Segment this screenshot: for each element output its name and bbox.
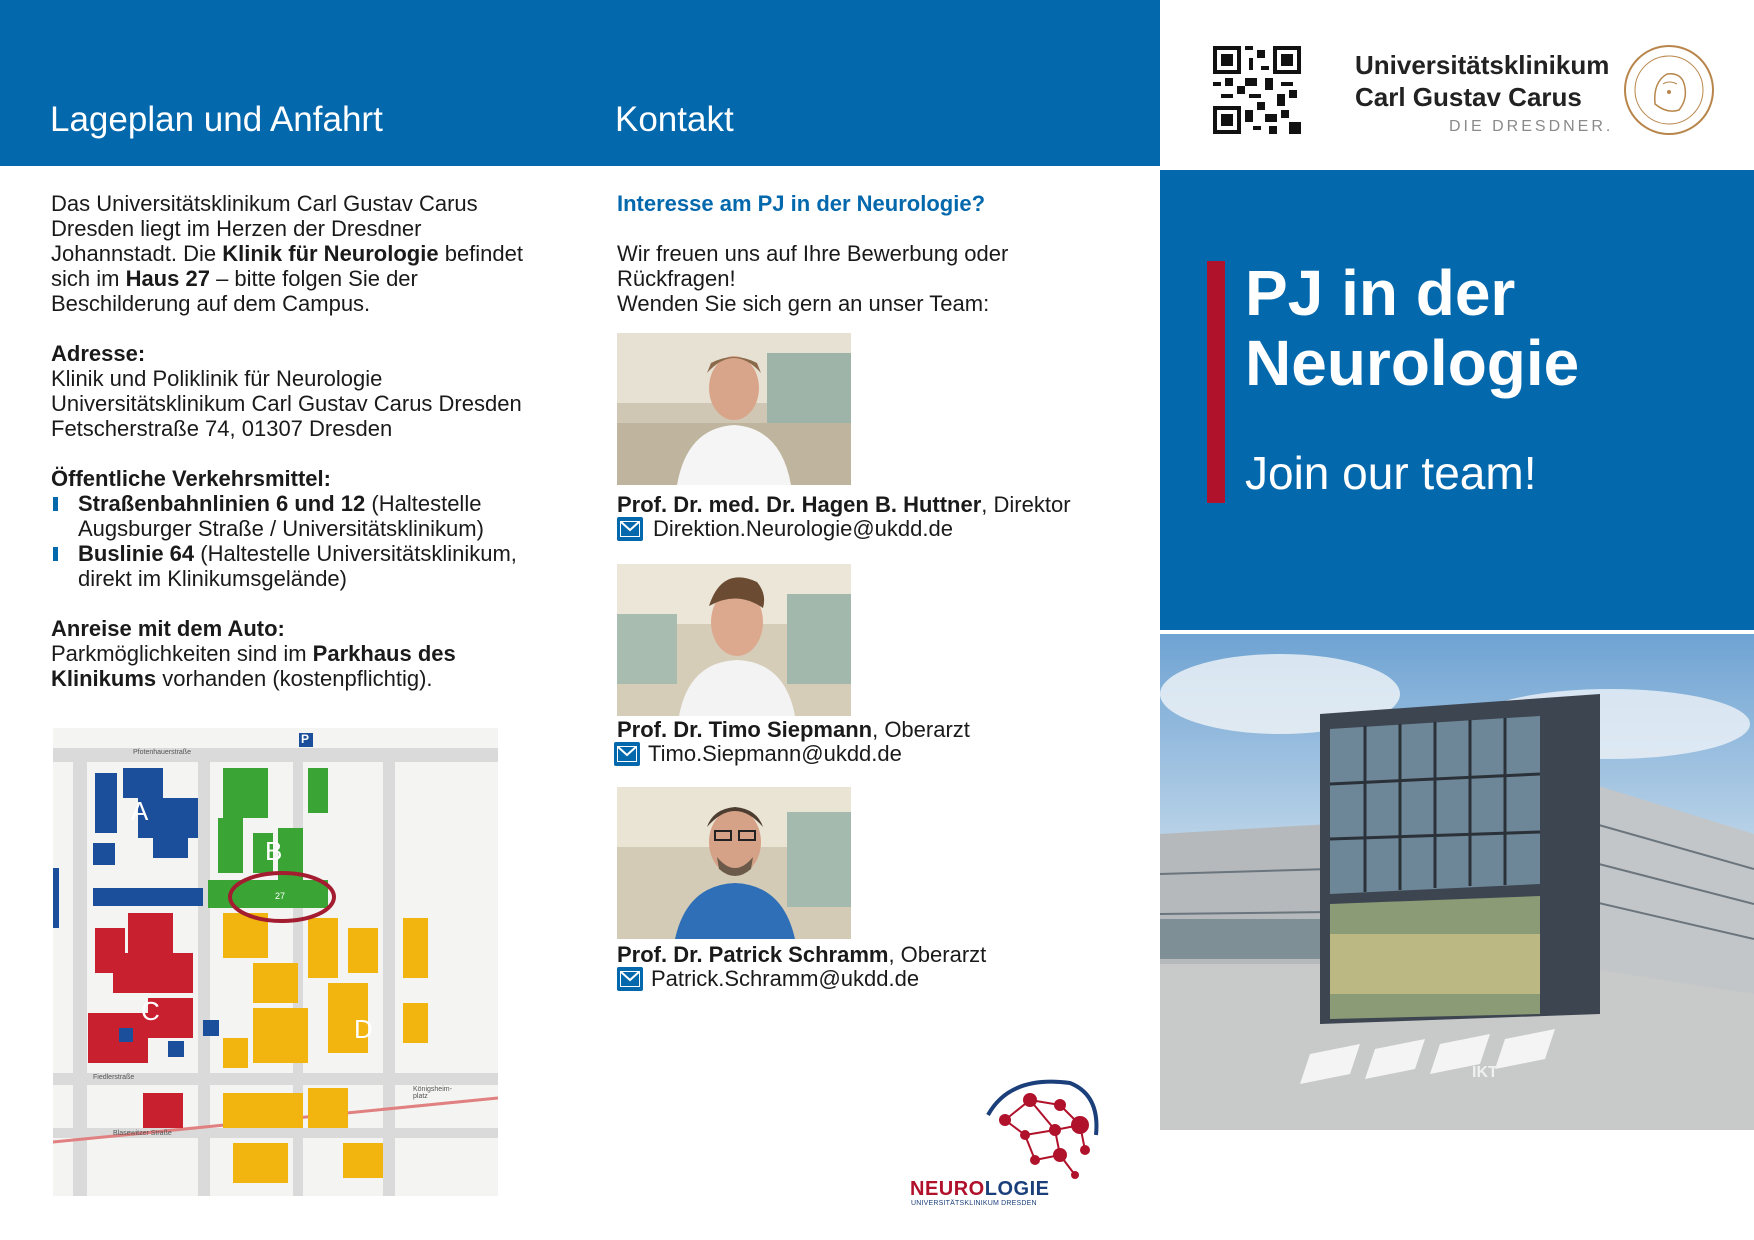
- address-title: Adresse:: [51, 341, 146, 366]
- address-line: Fetscherstraße 74, 01307 Dresden: [51, 416, 393, 441]
- transit-item: Straßenbahnlinien 6 und 12 (Haltestelle Augsburger Straße / Universitätsklinikum): [51, 491, 541, 541]
- contact-heading: Kontakt: [615, 100, 734, 139]
- uk-logo-line2: Carl Gustav Carus: [1355, 82, 1582, 112]
- cover-subtitle: Join our team!: [1245, 447, 1537, 499]
- mail-icon: [614, 742, 640, 766]
- transit-block: [51, 466, 541, 591]
- person-name: Prof. Dr. Patrick Schramm: [617, 942, 889, 967]
- cover-title: PJ in der Neurologie: [1245, 257, 1580, 399]
- title-accent-bar: [1207, 261, 1225, 503]
- neurologie-sub: UNIVERSITÄTSKLINIKUM DRESDEN: [911, 1200, 1037, 1207]
- location-heading: Lageplan und Anfahrt: [50, 100, 383, 139]
- person-line: [617, 492, 1157, 517]
- transit-item: Buslinie 64 (Haltestelle Universitätsklinikum, direkt im Klinikumsgelände): [51, 541, 541, 591]
- email-row: [617, 516, 953, 542]
- portrait-schramm: [617, 787, 851, 939]
- place-label: Königsheim-platz: [413, 1086, 452, 1100]
- house-27-label: 27: [275, 891, 286, 901]
- contact-question: Interesse am PJ in der Neurologie?: [617, 191, 986, 216]
- campus-map: [53, 728, 498, 1196]
- email-link[interactable]: Patrick.Schramm@ukdd.de: [651, 966, 920, 991]
- address-block: [51, 341, 571, 441]
- portrait-siepmann: [617, 564, 851, 716]
- mail-icon: [617, 967, 643, 991]
- person-name: Prof. Dr. Timo Siepmann: [617, 717, 873, 742]
- address-line: Klinik und Poliklinik für Neurologie: [51, 366, 383, 391]
- transit-title: Öffentliche Verkehrsmittel:: [51, 466, 331, 491]
- building-sign: IKT: [1472, 1064, 1498, 1081]
- header-band: [0, 0, 1160, 166]
- car-block: Anreise mit dem Auto: Parkmöglichkeiten sind im Parkhaus des Klinikums vorhanden (kostenpflichtig).: [51, 616, 531, 691]
- zone-d-label: D: [354, 1014, 373, 1044]
- zone-c-label: C: [141, 996, 160, 1026]
- person-line: [617, 942, 1157, 967]
- carus-seal-icon: [1623, 44, 1715, 136]
- address-line: Universitätsklinikum Carl Gustav Carus Dresden: [51, 391, 522, 416]
- person-line: [617, 717, 1157, 742]
- person-role: , Direktor: [981, 492, 1071, 517]
- street-label-bottom: Blasewitzer Straße: [113, 1130, 172, 1137]
- bullet-marker: [53, 497, 58, 511]
- street-label-mid: Fiedlerstraße: [93, 1074, 135, 1081]
- email-row: [614, 741, 902, 767]
- email-row: [617, 966, 919, 992]
- uk-logo-line1: Universitätsklinikum: [1355, 50, 1610, 80]
- title-panel: [1160, 170, 1754, 630]
- car-title: Anreise mit dem Auto:: [51, 616, 285, 641]
- neurologie-wordmark: NEUROLOGIE: [910, 1178, 1050, 1200]
- parking-label: P: [301, 732, 310, 746]
- qr-code[interactable]: [1213, 46, 1301, 134]
- building-photo: [1160, 634, 1754, 1130]
- brain-network-icon: [910, 1075, 1110, 1185]
- bullet-marker: [53, 547, 58, 561]
- email-link[interactable]: Timo.Siepmann@ukdd.de: [648, 741, 902, 766]
- street-label-top: Pfotenhauerstraße: [133, 749, 191, 756]
- contact-intro: Wir freuen uns auf Ihre Bewerbung oder Rückfragen! Wenden Sie sich gern an unser Team:: [617, 241, 1009, 316]
- person-name: Prof. Dr. med. Dr. Hagen B. Huttner: [617, 492, 982, 517]
- intro-paragraph: Das Universitätsklinikum Carl Gustav Carus Dresden liegt im Herzen der Dresdner Johannstadt. Die Klinik für Neurologie befindet sich im Haus 27 – bitte folgen Sie der Beschilderung auf dem Campus.: [51, 191, 523, 316]
- uk-logo-tagline: DIE DRESDNER.: [1449, 118, 1614, 135]
- mail-icon: [617, 517, 643, 541]
- email-link[interactable]: Direktion.Neurologie@ukdd.de: [653, 516, 953, 541]
- zone-b-label: B: [265, 836, 283, 866]
- neurologie-logo: [910, 1075, 1110, 1210]
- portrait-huttner: [617, 333, 851, 485]
- person-role: , Oberarzt: [888, 942, 987, 967]
- person-role: , Oberarzt: [872, 717, 970, 742]
- campus-map-drawing: [53, 728, 498, 1196]
- zone-a-label: A: [131, 796, 149, 826]
